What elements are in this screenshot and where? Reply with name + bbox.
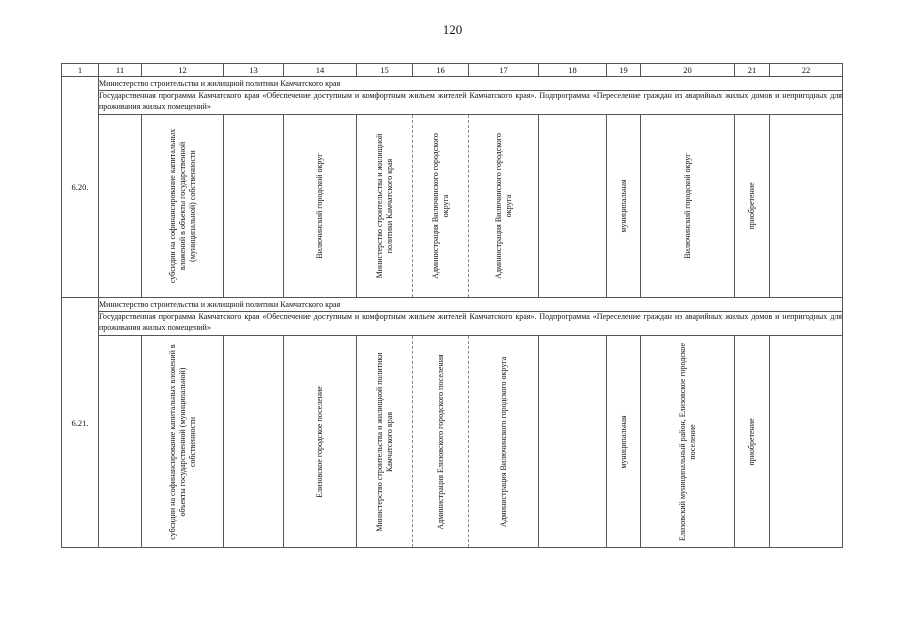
cell-col-17 [469, 336, 539, 548]
header-cell-17: 17 [469, 64, 539, 77]
cell-col-15-text: Министерство строительства и жилищной политики Камчатского края [374, 351, 394, 532]
cell-col-13 [224, 115, 284, 298]
program-cell: Государственная программа Камчатского края «Обеспечение доступным и комфортным жильем жителей Камчатского края». Подпрограмма «Переселение граждан из аварийных жилых домов и непригодных для проживания жилых помещений» [99, 312, 843, 336]
cell-col-12-text: субсидии на софинансирование капитальных вложений в объекты государственной (муниципальной) собственности [167, 343, 197, 540]
cell-col-18 [539, 115, 607, 298]
cell-col-19-text: муниципальная [618, 179, 628, 233]
table-row-program [62, 312, 843, 336]
cell-col-11 [99, 336, 142, 548]
cell-col-21 [735, 115, 770, 298]
table-row-details [62, 336, 843, 548]
cell-col-14 [284, 115, 357, 298]
page-number: 120 [442, 22, 463, 37]
table-row-ministry [62, 298, 843, 312]
header-cell-12: 12 [142, 64, 224, 77]
table-row-ministry [62, 77, 843, 91]
cell-col-14 [284, 336, 357, 548]
cell-col-12-text: субсидии на софинансирование капитальных вложений в объекты государственной (муниципальной) собственности [167, 128, 197, 284]
document-table [61, 63, 843, 548]
header-cell-14: 14 [284, 64, 357, 77]
header-cell-15: 15 [357, 64, 413, 77]
cell-col-15 [357, 115, 413, 298]
cell-col-14-text: Елизовское городское поселение [315, 385, 324, 498]
cell-col-22 [770, 115, 843, 298]
cell-col-12 [142, 336, 224, 548]
header-cell-22: 22 [770, 64, 843, 77]
table-row-program [62, 91, 843, 115]
cell-col-13 [224, 336, 284, 548]
cell-col-19 [607, 336, 641, 548]
header-cell-13: 13 [224, 64, 284, 77]
ministry-cell: Министерство строительства и жилищной политики Камчатского края [99, 77, 843, 91]
cell-col-20-text: Вилючинский городской округ [682, 153, 692, 259]
header-cell-20: 20 [641, 64, 735, 77]
cell-col-20 [641, 336, 735, 548]
cell-col-21-text: приобретение [747, 182, 756, 230]
cell-col-14-text: Вилючинский городской округ [315, 153, 324, 259]
cell-col-19-text: муниципальная [618, 414, 628, 469]
row-number: 6.20. [62, 77, 99, 298]
header-cell-11: 11 [99, 64, 142, 77]
ministry-cell: Министерство строительства и жилищной политики Камчатского края [99, 298, 843, 312]
cell-col-19 [607, 115, 641, 298]
cell-col-22 [770, 336, 843, 548]
cell-col-16-text: Администрация Елизовского городского поселения [435, 353, 445, 530]
cell-col-17-text: Администрация Вилючинского городского округа [493, 133, 513, 279]
table-row-details [62, 115, 843, 298]
cell-col-21-text: приобретение [747, 417, 756, 466]
program-cell: Государственная программа Камчатского края «Обеспечение доступным и комфортным жильем жителей Камчатского края». Подпрограмма «Переселение граждан из аварийных жилых домов и непригодных для проживания жилых помещений» [99, 91, 843, 115]
cell-col-12 [142, 115, 224, 298]
cell-col-21 [735, 336, 770, 548]
cell-col-17 [469, 115, 539, 298]
cell-col-16-text: Администрация Вилючинского городского округа [430, 133, 450, 279]
header-cell-16: 16 [413, 64, 469, 77]
cell-col-17-text: Администрация Вилючинского городского округа [498, 356, 508, 527]
cell-col-16 [413, 336, 469, 548]
cell-col-15-text: Министерство строительства и жилищной политики Камчатского края [374, 133, 394, 279]
header-cell-18: 18 [539, 64, 607, 77]
header-cell-19: 19 [607, 64, 641, 77]
cell-col-11 [99, 115, 142, 298]
header-cell-1: 1 [62, 64, 99, 77]
cell-col-20 [641, 115, 735, 298]
cell-col-20-text: Елизовский муниципальный район, Елизовское городское поселение [677, 342, 697, 541]
cell-col-15 [357, 336, 413, 548]
row-number: 6.21. [62, 298, 99, 548]
header-row [62, 64, 843, 77]
cell-col-18 [539, 336, 607, 548]
header-cell-21: 21 [735, 64, 770, 77]
cell-col-16 [413, 115, 469, 298]
